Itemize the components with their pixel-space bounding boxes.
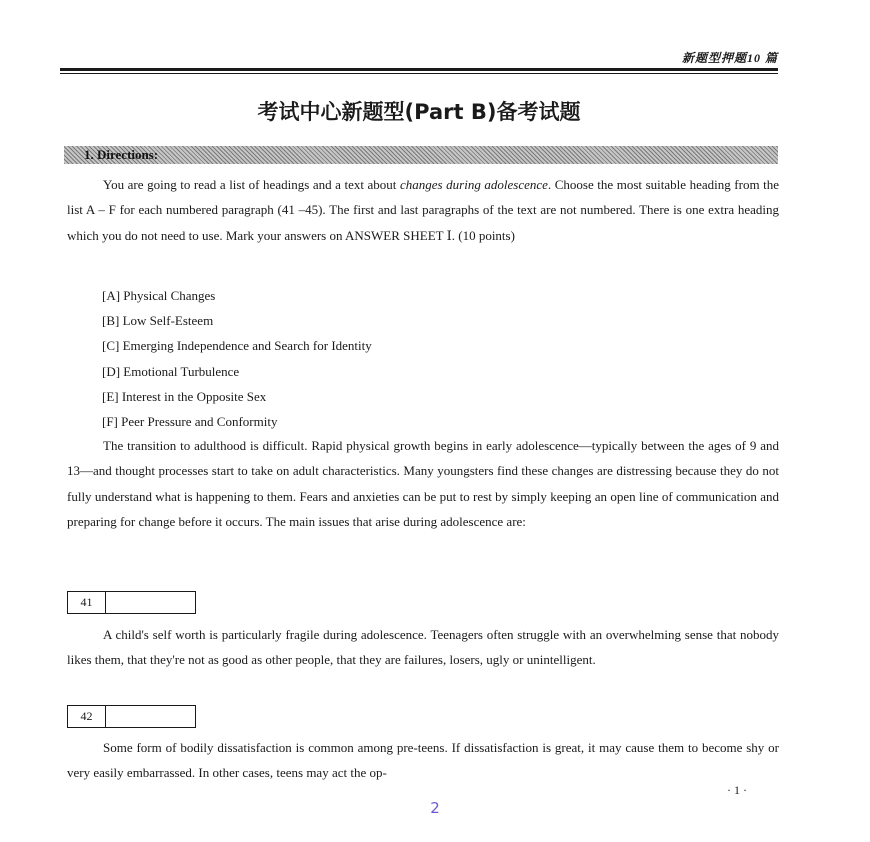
- heading-option-e: [E] Interest in the Opposite Sex: [102, 388, 267, 404]
- directions-paragraph: [67, 172, 779, 248]
- heading-option-c: [C] Emerging Independence and Search for Identity: [102, 338, 372, 354]
- section-bar: [64, 146, 778, 164]
- directions-text-after: . Choose the most suitable heading from the list A – F for each numbered paragraph (41 –45). The first and last paragraphs of the text are not numbered. There is one extra heading which you do not need to use. Mark your answers on ANSWER SHEET Ⅰ. (10 points): [67, 177, 779, 243]
- heading-option-f: [F] Peer Pressure and Conformity: [102, 414, 278, 430]
- heading-options-list: [102, 283, 372, 434]
- heading-option-b: [B] Low Self-Esteem: [102, 313, 214, 329]
- folio: · 1 ·: [727, 783, 747, 797]
- paragraph-42: Some form of bodily dissatisfaction is common among pre-teens. If dissatisfaction is great, it may cause them to become shy or very easily embarrassed. In other cases, teens may act the op-: [67, 740, 779, 781]
- header-rule-thick: [60, 68, 778, 71]
- answer-box-42[interactable]: [67, 705, 196, 728]
- answer-box-number: 41: [68, 592, 106, 613]
- page-title: 考试中心新题型(Part B)备考试题: [257, 100, 581, 124]
- heading-option-d: [D] Emotional Turbulence: [102, 363, 240, 379]
- header-rule-thin: [60, 73, 778, 74]
- paragraph-41: A child's self worth is particularly fragile during adolescence. Teenagers often struggle with an overwhelming sense that nobody likes them, that they're not as good as other people, that they are failures, losers, ugly or unintelligent.: [67, 627, 779, 668]
- page-number: 2: [430, 799, 440, 817]
- directions-text-before: You are going to read a list of headings and a text about: [103, 177, 400, 192]
- section-label: 1. Directions:: [84, 147, 159, 162]
- running-head: 新题型押题10 篇: [681, 51, 778, 65]
- answer-box-41[interactable]: [67, 591, 196, 614]
- intro-paragraph: The transition to adulthood is difficult. Rapid physical growth begins in early adolescence—typically between the ages of 9 and 13—and thought processes start to take on adult characteristics. Many youngsters find these changes are distressing because they do not fully understand what is happening to them. Fears and anxieties can be put to rest by simply keeping an open line of communication and preparing for change before it occurs. The main issues that arise during adolescence are:: [67, 438, 779, 529]
- directions-emphasis: changes during adolescence: [399, 177, 548, 192]
- heading-option-a: [A] Physical Changes: [102, 288, 216, 303]
- answer-box-number: 42: [68, 706, 106, 727]
